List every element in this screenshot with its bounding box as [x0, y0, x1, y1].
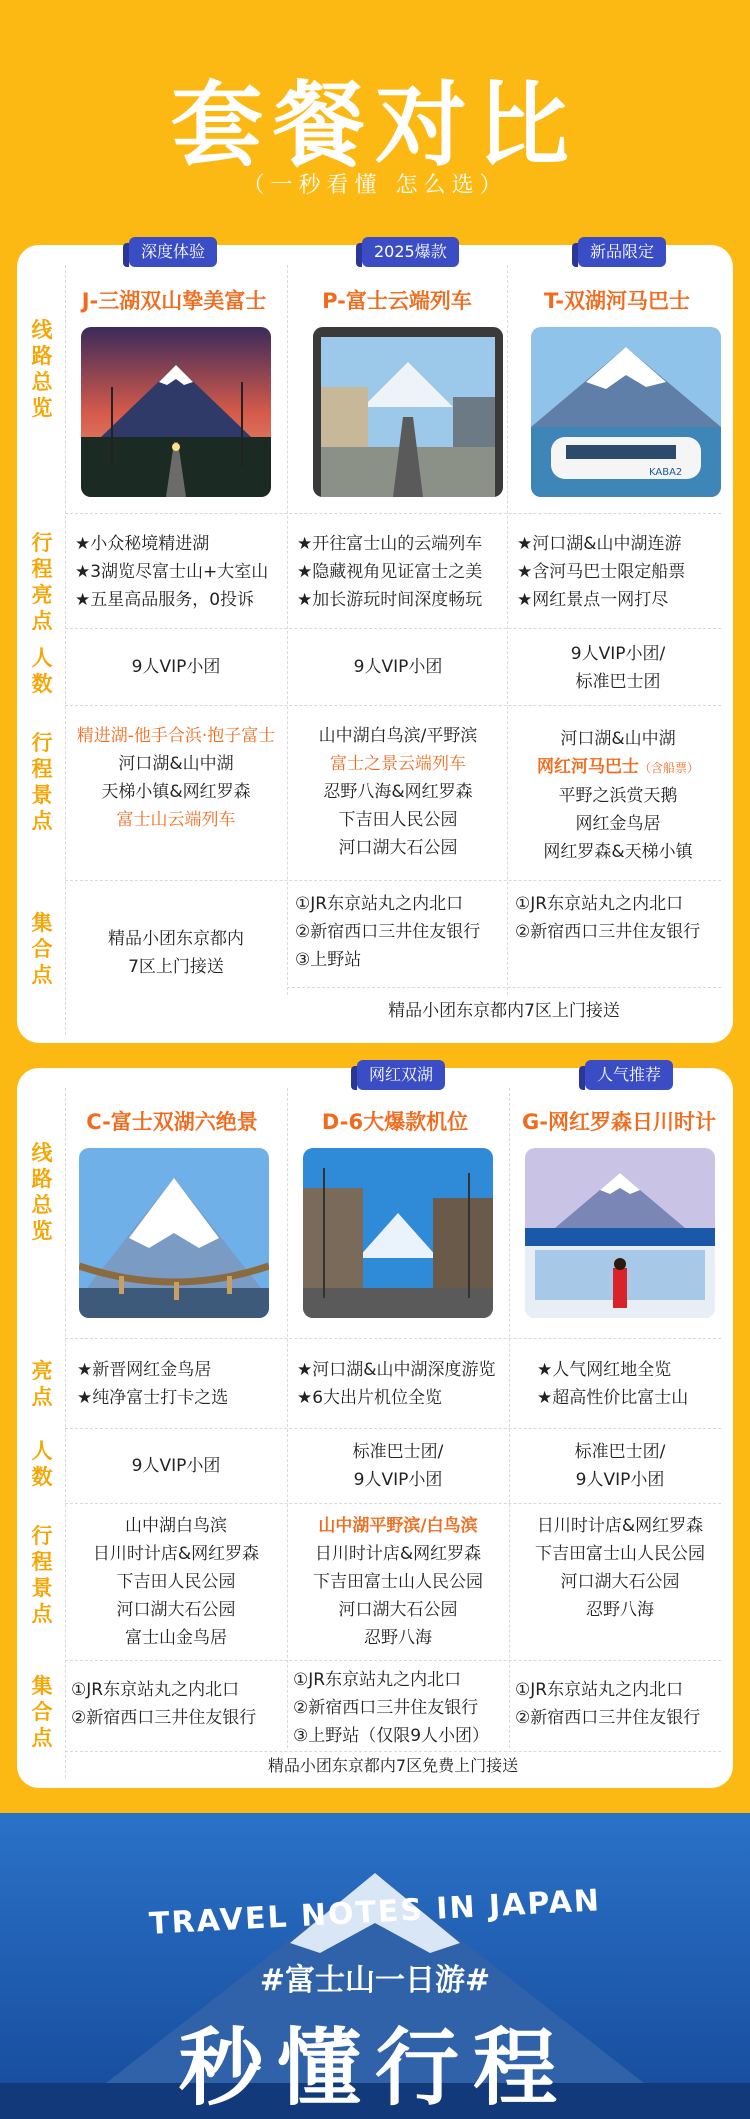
column-tag: 2025爆款 — [362, 237, 459, 267]
route-title: C-富士双湖六绝景 — [86, 1110, 258, 1134]
column-tag: 人气推荐 — [585, 1060, 673, 1090]
meeting-c2: ①JR东京站丸之内北口 ②新宿西口三井住友银行 ③上野站 — [295, 894, 481, 970]
spots-c1: 山中湖白鸟滨 日川时计店&网红罗森 下吉田人民公园 河口湖大石公园 富士山金鸟居 — [92, 1516, 260, 1648]
highlights-c1: ★新晋网红金鸟居 ★纯净富士打卡之选 — [77, 1360, 229, 1408]
page-subtitle: （一秒看懂 怎么选） — [242, 173, 508, 198]
highlights-c2: ★河口湖&山中湖深度游览 ★6大出片机位全览 — [297, 1360, 496, 1408]
meeting-c1: 精品小团东京都内 7区上门接送 — [108, 929, 244, 977]
route-title: J-三湖双山挚美富士 — [81, 289, 267, 313]
people-c2: 9人VIP小团 — [353, 657, 443, 677]
row-label-overview: 线路总览 — [31, 318, 53, 420]
footer-banner — [0, 1813, 750, 2119]
route-image-lawson — [525, 1148, 715, 1318]
spots-c3: 河口湖&山中湖 网红河马巴士（含船票） 平野之浜赏天鹅 网红金鸟居 网红罗森&天梯小镇 — [536, 729, 699, 862]
column-tag: 深度体验 — [129, 237, 217, 267]
route-title: P-富士云端列车 — [322, 289, 472, 313]
comparison-card-2 — [17, 1065, 733, 1788]
footer-hashtag: #富士山一日游# — [259, 1963, 491, 1998]
highlights-c1: ★小众秘境精进湖 ★3湖览尽富士山+大室山 ★五星高品服务，0投诉 — [75, 534, 269, 610]
comparison-card-1 — [17, 242, 733, 1043]
meeting-c2: ①JR东京站丸之内北口 ②新宿西口三井住友银行 ③上野站（仅限9人小团） — [293, 1670, 490, 1746]
column-tag: 网红双湖 — [357, 1060, 445, 1090]
meeting-c3: ①JR东京站丸之内北口 ②新宿西口三井住友银行 — [515, 894, 701, 942]
row-label-meeting: 集合点 — [31, 911, 53, 987]
highlights-c3: ★河口湖&山中湖连游 ★含河马巴士限定船票 ★网红景点一网打尽 — [517, 534, 686, 610]
people-c1: 9人VIP小团 — [131, 1456, 221, 1476]
meeting-c3: ①JR东京站丸之内北口 ②新宿西口三井住友银行 — [515, 1680, 701, 1728]
meeting-shared: 精品小团东京都内7区免费上门接送 — [267, 1756, 519, 1775]
people-c3: 9人VIP小团/ 标准巴士团 — [570, 644, 666, 692]
route-title: G-网红罗森日川时计 — [522, 1110, 716, 1134]
footer-big-title: 秒懂行程 — [178, 2019, 571, 2117]
route-image-fuji-snow — [79, 1148, 269, 1318]
people-c3: 标准巴士团/ 9人VIP小团 — [574, 1442, 666, 1490]
route-image-railway-town — [313, 327, 503, 497]
people-c2: 标准巴士团/ 9人VIP小团 — [352, 1442, 444, 1490]
spots-c3: 日川时计店&网红罗森 下吉田富士山人民公园 河口湖大石公园 忍野八海 — [535, 1516, 705, 1620]
spots-c2: 山中湖平野滨/白鸟滨 日川时计店&网红罗森 下吉田富士山人民公园 河口湖大石公园 忍野八海 — [313, 1516, 483, 1648]
spots-c1: 精进湖-他手合浜·抱子富士 河口湖&山中湖 天梯小镇&网红罗森 富士山云端列车 — [76, 726, 276, 830]
row-label-highlights: 亮点 — [31, 1359, 53, 1409]
route-title: T-双湖河马巴士 — [544, 289, 690, 313]
route-image-fuji-street — [303, 1148, 493, 1318]
highlights-c3: ★人气网红地全览 ★超高性价比富士山 — [537, 1360, 689, 1408]
meeting-c1: ①JR东京站丸之内北口 ②新宿西口三井住友银行 — [71, 1680, 257, 1728]
route-image-sunset-train — [81, 327, 271, 497]
meeting-shared: 精品小团东京都内7区上门接送 — [388, 1001, 620, 1021]
highlights-c2: ★开往富士山的云端列车 ★隐藏视角见证富士之美 ★加长游玩时间深度畅玩 — [297, 534, 483, 610]
row-label-spots: 行程景点 — [31, 1524, 53, 1626]
spots-c2: 山中湖白鸟滨/平野滨 富士之景云端列车 忍野八海&网红罗森 下吉田人民公园 河口湖大石公园 — [318, 726, 478, 858]
column-tag: 新品限定 — [578, 237, 666, 267]
row-label-spots: 行程景点 — [31, 731, 53, 833]
row-label-meeting: 集合点 — [31, 1674, 53, 1750]
route-title: D-6大爆款机位 — [321, 1110, 469, 1134]
footer-english: TRAVEL NOTES IN JAPAN — [148, 1883, 602, 1942]
row-label-overview: 线路总览 — [31, 1141, 53, 1243]
row-label-people: 人数 — [31, 1439, 53, 1489]
row-label-people: 人数 — [31, 646, 53, 696]
people-c1: 9人VIP小团 — [131, 657, 221, 677]
row-label-highlights: 行程亮点 — [31, 531, 53, 633]
route-image-kaba-bus — [531, 327, 721, 497]
svg-text:KABA2: KABA2 — [649, 467, 683, 478]
page-title: 套餐对比 — [170, 72, 579, 179]
